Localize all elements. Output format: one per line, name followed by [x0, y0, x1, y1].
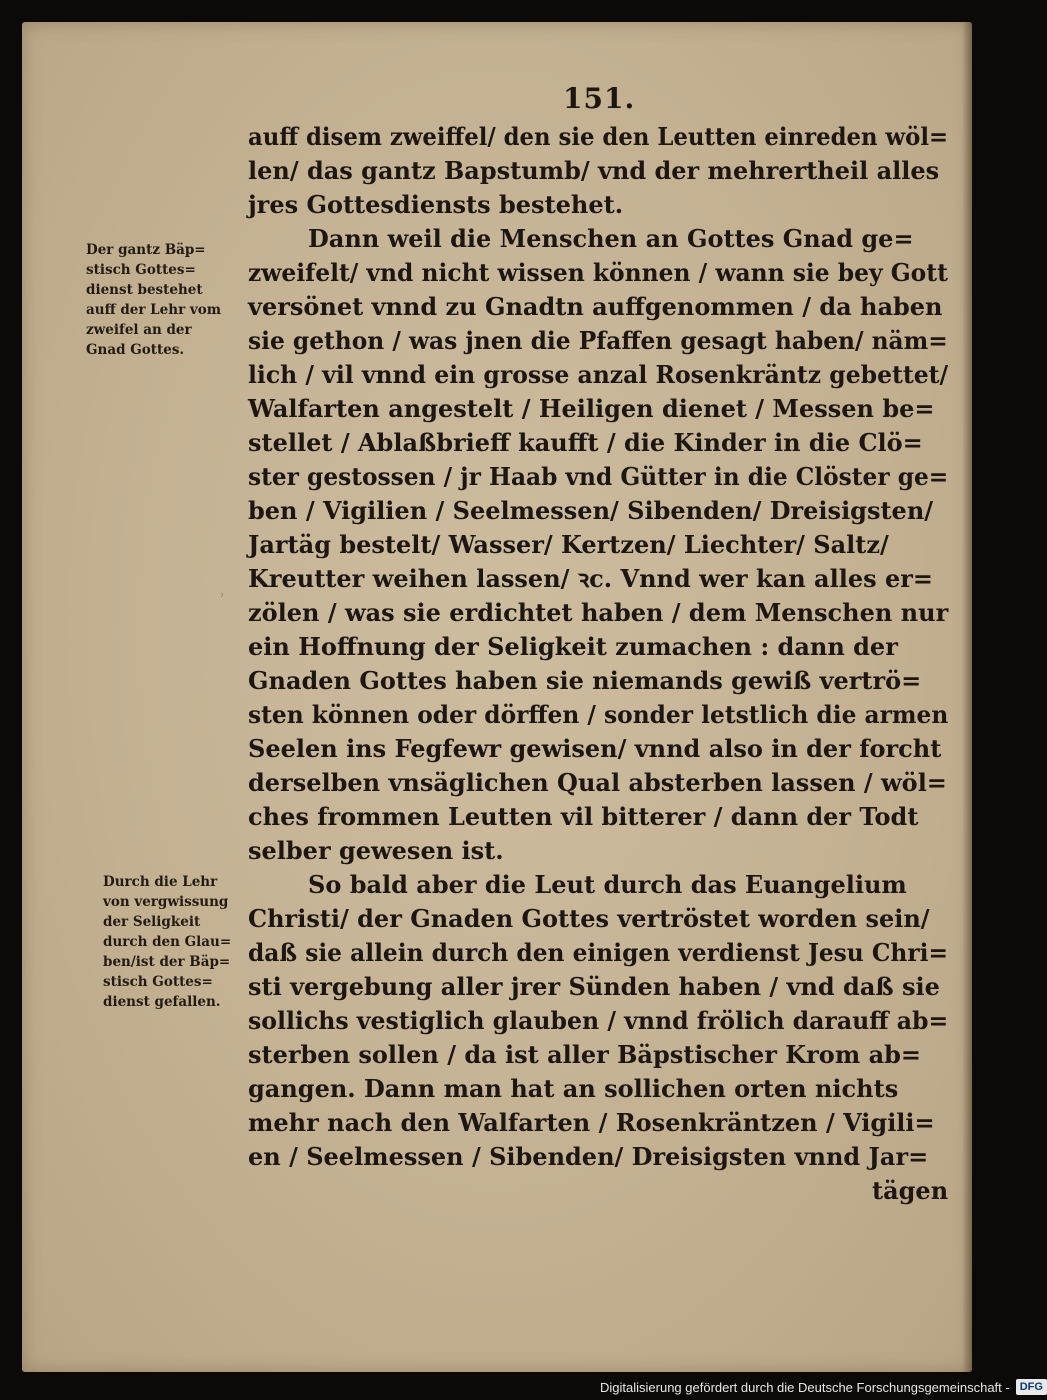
text-line: ein Hoffnung der Seligkeit zumachen : dann der: [248, 632, 898, 661]
page-number: 151.: [563, 82, 636, 115]
margin-note: [103, 872, 253, 1012]
dfg-logo: DFG: [1016, 1379, 1047, 1395]
text-line: versönet vnnd zu Gnadtn auffgenommen / da haben: [248, 292, 943, 321]
text-line: ster gestossen / jr Haab vnd Gütter in die Clöster ge=: [248, 462, 949, 491]
text-line: Seelen ins Fegfewr gewisen/ vnnd also in der forcht: [248, 734, 942, 763]
text-line: zweifelt/ vnd nicht wissen können / wann sie bey Gott: [248, 258, 948, 287]
page-edge-shadow: [962, 22, 972, 1372]
margin-note-line: ben/ist der Bäp=: [103, 954, 231, 970]
margin-note-line: auff der Lehr vom: [86, 302, 222, 318]
footer-credit-text: Digitalisierung gefördert durch die Deutsche Forschungsgemeinschaft -: [600, 1379, 1010, 1395]
text-line: selber gewesen ist.: [248, 836, 504, 865]
text-line: auff disem zweiffel/ den sie den Leutten einreden wöl=: [248, 122, 949, 151]
text-line: jres Gottesdiensts bestehet.: [248, 190, 624, 219]
text-line: sti vergebung aller jrer Sünden haben / vnd daß sie: [248, 972, 940, 1001]
text-line: tägen: [872, 1176, 949, 1205]
margin-note-line: Durch die Lehr: [103, 874, 218, 890]
text-line: Walfarten angestelt / Heiligen dienet / Messen be=: [248, 394, 935, 423]
main-text-block: [248, 120, 948, 1208]
text-line: Dann weil die Menschen an Gottes Gnad ge=: [308, 224, 914, 253]
ink-mark: ʾ: [220, 590, 225, 609]
text-line: sten können oder dörffen / sonder letstlich die armen: [248, 700, 949, 729]
text-line: ches frommen Leutten vil bitterer / dann der Todt: [248, 802, 919, 831]
margin-note-line: Gnad Gottes.: [86, 342, 185, 358]
text-line: derselben vnsäglichen Qual absterben lassen / wöl=: [248, 768, 947, 797]
text-line: Kreutter weihen lassen/ ꝛc. Vnnd wer kan alles er=: [248, 564, 933, 593]
text-line: zölen / was sie erdichtet haben / dem Menschen nur: [248, 598, 949, 627]
text-line: Christi/ der Gnaden Gottes vertröstet worden sein/: [248, 904, 930, 933]
margin-note-line: zweifel an der: [86, 322, 192, 338]
text-line: Jartäg bestelt/ Wasser/ Kertzen/ Liechter/ Saltz/: [248, 530, 889, 559]
text-line: So bald aber die Leut durch das Euangelium: [308, 870, 907, 899]
text-line: sterben sollen / da ist aller Bäpstischer Krom ab=: [248, 1040, 922, 1069]
margin-note-line: der Seligkeit: [103, 914, 201, 930]
text-line: Gnaden Gottes haben sie niemands gewiß vertrö=: [248, 666, 922, 695]
text-line: len/ das gantz Bapstumb/ vnd der mehrertheil alles: [248, 156, 940, 185]
margin-note: [86, 240, 246, 360]
margin-note-line: dienst bestehet: [86, 282, 203, 298]
margin-note-line: Der gantz Bäp=: [86, 242, 206, 258]
text-line: ben / Vigilien / Seelmessen/ Sibenden/ Dreisigsten/: [248, 496, 934, 525]
margin-note-line: von vergwissung: [103, 894, 229, 910]
footer-credit: [600, 1378, 1047, 1396]
margin-note-line: stisch Gottes=: [103, 974, 213, 990]
text-line: sollichs vestiglich glauben / vnnd frölich darauff ab=: [248, 1006, 949, 1035]
text-line: sie gethon / was jnen die Pfaffen gesagt haben/ näm=: [248, 326, 948, 355]
margin-note-line: dienst gefallen.: [103, 994, 221, 1010]
margin-note-line: stisch Gottes=: [86, 262, 196, 278]
text-line: daß sie allein durch den einigen verdienst Jesu Chri=: [248, 938, 948, 967]
text-line: gangen. Dann man hat an sollichen orten nichts: [248, 1074, 899, 1103]
text-line: lich / vil vnnd ein grosse anzal Rosenkräntz gebettet/: [248, 360, 949, 389]
text-line: stellet / Ablaßbrieff kaufft / die Kinder in die Clö=: [248, 428, 923, 457]
margin-note-line: durch den Glau=: [103, 934, 232, 950]
text-line: mehr nach den Walfarten / Rosenkräntzen / Vigili=: [248, 1108, 935, 1137]
text-line: en / Seelmessen / Sibenden/ Dreisigsten vnnd Jar=: [248, 1142, 929, 1171]
